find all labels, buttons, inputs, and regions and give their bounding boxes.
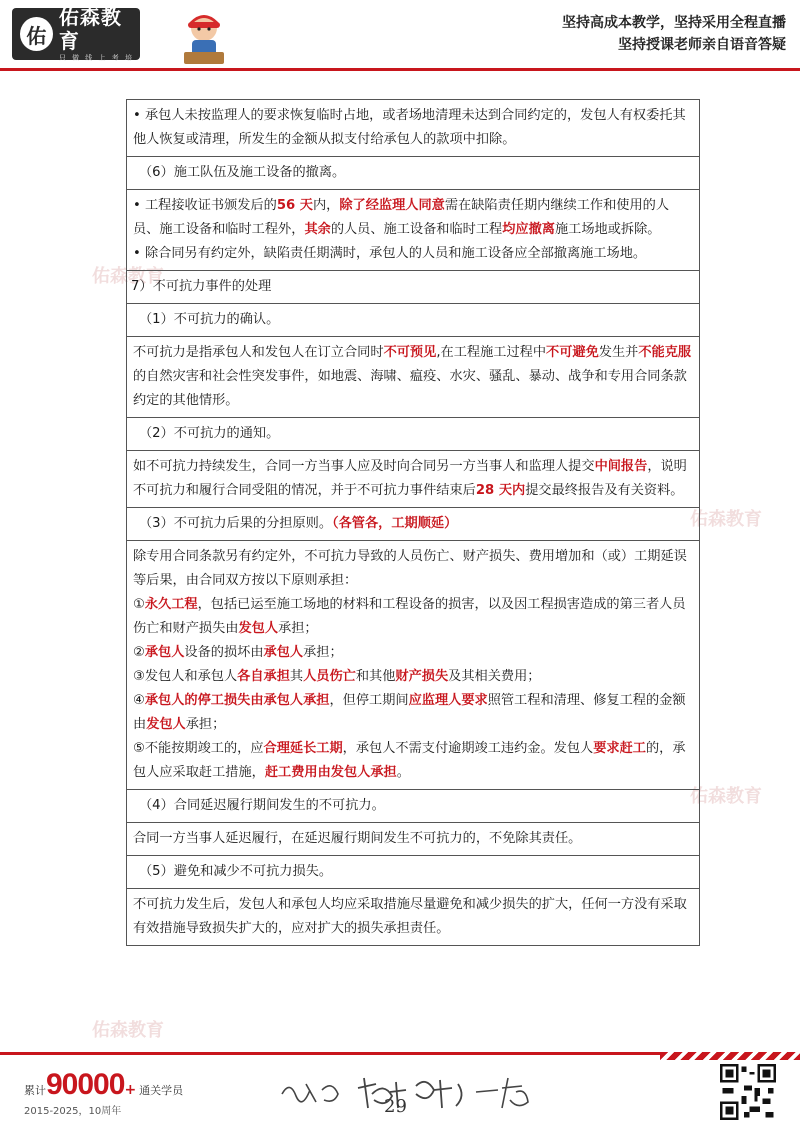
section-heading: （2）不可抗力的通知。 xyxy=(127,418,699,451)
table-row xyxy=(127,100,699,157)
slogan-line-1: 坚持高成本教学，坚持采用全程直播 xyxy=(562,15,786,31)
stat-plus: + xyxy=(124,1082,137,1098)
logo-name: 佑森教育 xyxy=(58,5,122,53)
watermark: 佑森教育 xyxy=(690,786,762,807)
bullet-text: • 承包人未按监理人的要求恢复临时占地，或者场地清理未达到合同约定的，发包人有权委托其他人恢复或清理，所发生的金额从拟支付给承包人的款项中扣除。 xyxy=(133,108,686,147)
slogan-line-2: 坚持授课老师亲自语音答疑 xyxy=(618,37,786,53)
paragraph: 除专用合同条款另有约定外，不可抗力导致的人员伤亡、财产损失、费用增加和（或）工期延误等后果，由合同双方按以下原则承担： xyxy=(133,549,687,588)
section-heading: （4）合同延迟履行期间发生的不可抗力。 xyxy=(127,790,699,823)
section-heading: （5）避免和减少不可抗力损失。 xyxy=(127,856,699,889)
table-row xyxy=(127,541,699,790)
footer-divider xyxy=(0,1052,800,1058)
table-row: 不可抗力发生后，发包人和承包人均应采取措施尽量避免和减少损失的扩大，任何一方没有采取有效措施导致损失扩大的，应对扩大的损失承担责任。 xyxy=(127,889,699,946)
table-row xyxy=(127,190,699,271)
qr-code-icon xyxy=(720,1064,776,1120)
mascot-icon xyxy=(178,10,230,66)
list-item: ②承包人设备的损坏由承包人承担； xyxy=(133,645,343,660)
list-item: ③发包人和承包人各自承担其人员伤亡和其他财产损失及其相关费用； xyxy=(133,669,541,684)
stat-number: 90000 xyxy=(46,1068,125,1101)
stat-years: 2015-2025，10周年 xyxy=(24,1106,122,1117)
bullet-text: • 工程接收证书颁发后的56 天内，除了经监理人同意需在缺陷责任期内继续工作和使用的人员、施工设备和临时工程外，其余的人员、施工设备和临时工程均应撤离施工场地或拆除。 xyxy=(133,194,693,242)
header-slogan xyxy=(562,12,786,56)
list-item: ①永久工程，包括已运至施工场地的材料和工程设备的损害，以及因工程损害造成的第三者人员伤亡和财产损失由发包人承担； xyxy=(133,597,686,636)
page-header xyxy=(0,0,800,70)
watermark: 佑森教育 xyxy=(92,1020,164,1041)
logo-mark: 佑 xyxy=(20,17,53,51)
header-divider xyxy=(0,68,800,71)
bullet-text: • 除合同另有约定外，缺陷责任期满时，承包人的人员和施工设备应全部撤离施工场地。 xyxy=(133,242,693,266)
table-row: 合同一方当事人延迟履行，在延迟履行期间发生不可抗力的，不免除其责任。 xyxy=(127,823,699,856)
list-item: ④承包人的停工损失由承包人承担，但停工期间应监理人要求照管工程和清理、修复工程的金额由发包人承担； xyxy=(133,693,686,732)
stat-prefix: 累计 xyxy=(24,1084,46,1097)
section-heading: （6）施工队伍及施工设备的撤离。 xyxy=(127,157,699,190)
list-item: ⑤不能按期竣工的，应合理延长工期，承包人不需支付逾期竣工违约金。发包人要求赶工的，承包人应采取赶工措施，赶工费用由发包人承担。 xyxy=(133,741,686,780)
watermark: 佑森教育 xyxy=(92,266,164,287)
watermark: 佑森教育 xyxy=(690,509,762,530)
student-stat xyxy=(24,1068,183,1117)
section-heading: （3）不可抗力后果的分担原则。（各管各，工期顺延） xyxy=(127,508,699,541)
page-number: 29 xyxy=(384,1096,407,1117)
table-row: 不可抗力是指承包人和发包人在订立合同时不可预见,在工程施工过程中不可避免发生并不能克服的自然灾害和社会性突发事件，如地震、海啸、瘟疫、水灾、骚乱、暴动、战争和专用合同条款约定的其他情形。 xyxy=(127,337,699,418)
content-table xyxy=(126,99,700,946)
logo-subtitle: 只 做 线 上 考 培 xyxy=(58,54,134,62)
section-heading: 7）不可抗力事件的处理 xyxy=(127,271,699,304)
handwritten-motto xyxy=(272,1064,552,1118)
table-row: 如不可抗力持续发生，合同一方当事人应及时向合同另一方当事人和监理人提交中间报告，说明不可抗力和履行合同受阻的情况，并于不可抗力事件结束后28 天内提交最终报告及有关资料。 xyxy=(127,451,699,508)
stat-suffix: 通关学员 xyxy=(139,1084,184,1097)
brand-logo xyxy=(12,5,140,62)
section-heading: （1）不可抗力的确认。 xyxy=(127,304,699,337)
